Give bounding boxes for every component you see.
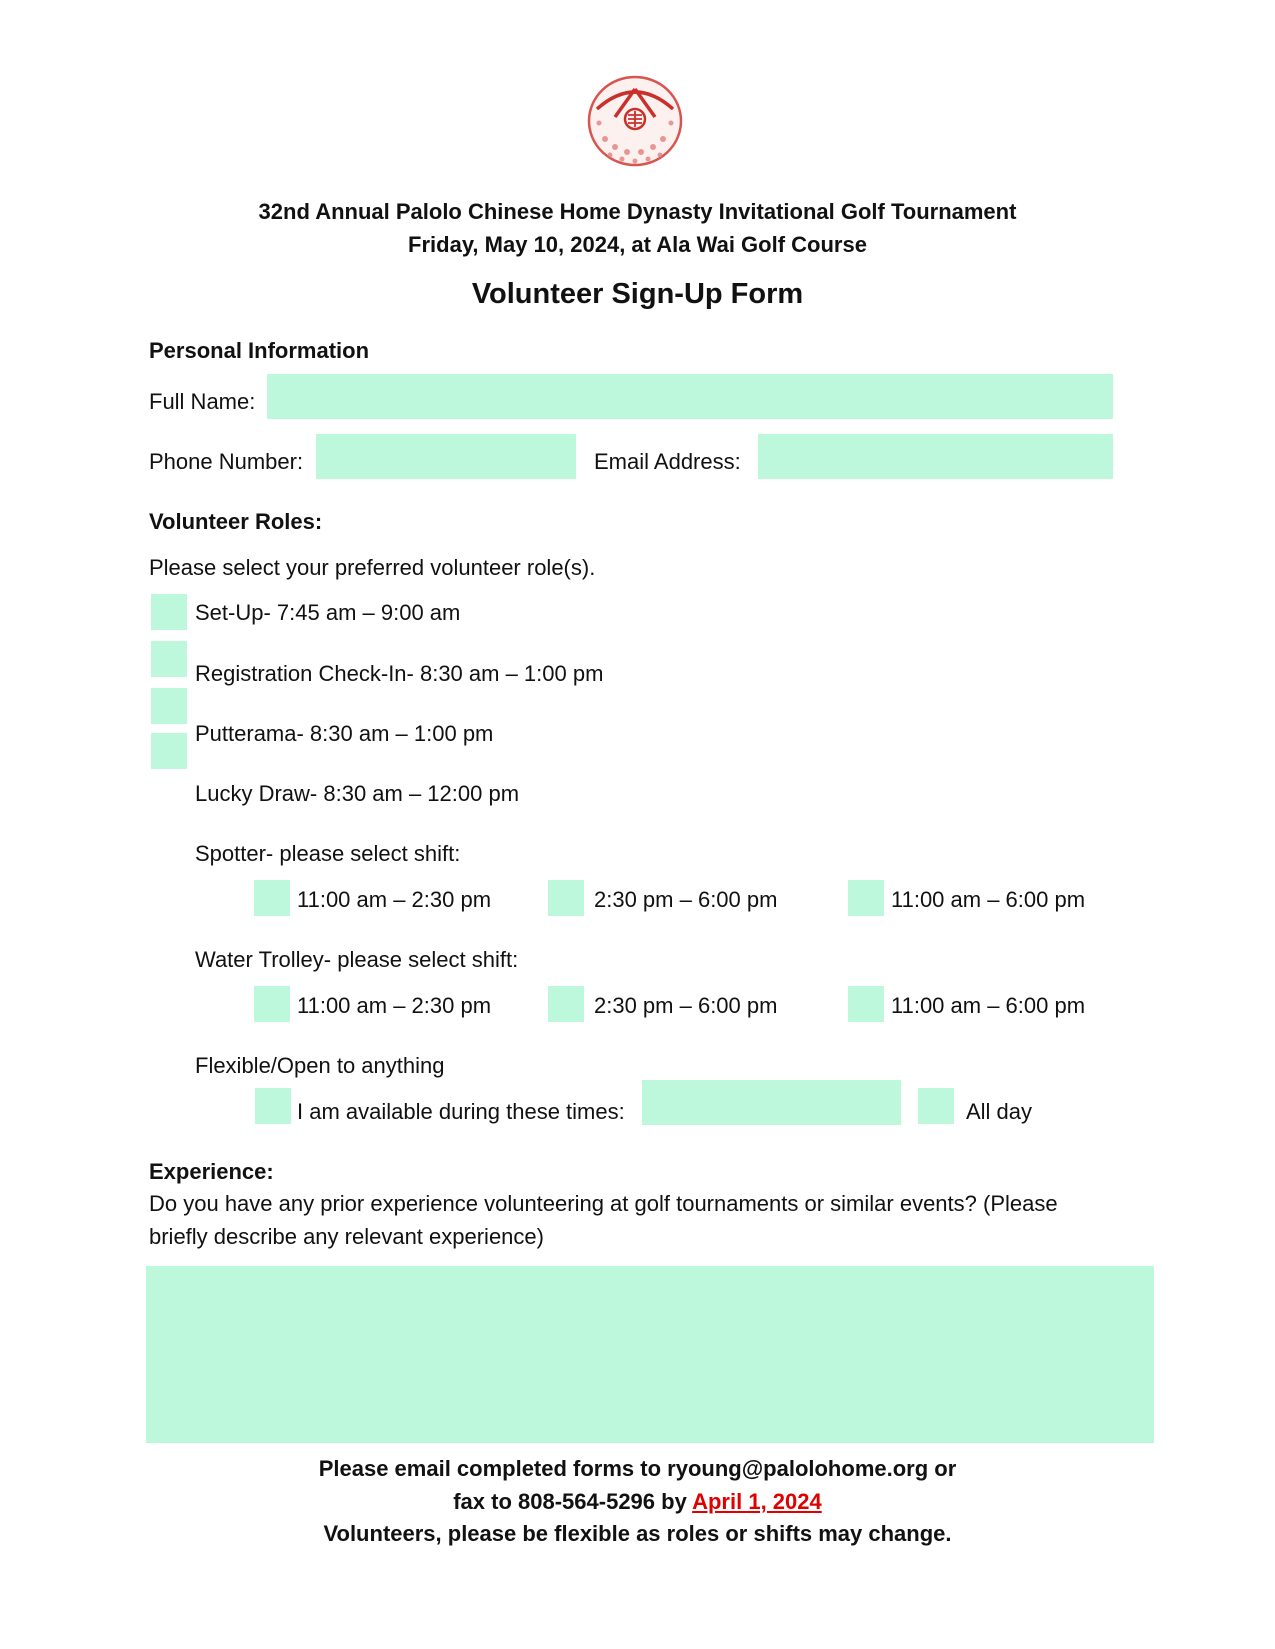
footer-flexible-note: Volunteers, please be flexible as roles or shifts may change. xyxy=(323,1521,952,1546)
spotter-shift-2-checkbox[interactable] xyxy=(548,880,584,916)
setup-checkbox[interactable] xyxy=(151,594,187,630)
experience-textarea[interactable] xyxy=(146,1266,1154,1443)
lucky-draw-label: Lucky Draw- 8:30 am – 12:00 pm xyxy=(195,781,520,806)
deadline-date: April 1, 2024 xyxy=(692,1489,822,1514)
golf-ball-logo-icon xyxy=(585,73,685,169)
phone-input[interactable] xyxy=(316,434,576,479)
trolley-shift-2-label: 2:30 pm – 6:00 pm xyxy=(594,993,778,1018)
putterama-checkbox[interactable] xyxy=(151,688,187,724)
available-times-label: I am available during these times: xyxy=(297,1099,625,1124)
trolley-shift-3-label: 11:00 am – 6:00 pm xyxy=(891,993,1086,1018)
full-name-label: Full Name: xyxy=(149,389,256,414)
form-title: Volunteer Sign-Up Form xyxy=(471,278,804,310)
registration-label: Registration Check-In- 8:30 am – 1:00 pm xyxy=(195,661,604,686)
all-day-checkbox[interactable] xyxy=(918,1088,954,1124)
registration-checkbox[interactable] xyxy=(151,641,187,677)
spotter-label: Spotter- please select shift: xyxy=(195,841,461,866)
footer-fax-text: fax to 808-564-5296 by xyxy=(453,1489,693,1514)
footer-submit-line: Please email completed forms to ryoung@palolohome.org or xyxy=(318,1456,957,1481)
spotter-shift-1-checkbox[interactable] xyxy=(254,880,290,916)
trolley-shift-2-checkbox[interactable] xyxy=(548,986,584,1022)
trolley-shift-1-checkbox[interactable] xyxy=(254,986,290,1022)
spotter-shift-1-label: 11:00 am – 2:30 pm xyxy=(297,887,492,912)
experience-question-line1: Do you have any prior experience volunteering at golf tournaments or similar events? (Please xyxy=(149,1191,1058,1216)
lucky-draw-checkbox[interactable] xyxy=(151,733,187,769)
trolley-label: Water Trolley- please select shift: xyxy=(195,947,519,972)
flexible-times-checkbox[interactable] xyxy=(255,1088,291,1124)
available-times-input[interactable] xyxy=(642,1080,901,1125)
tournament-date: Friday, May 10, 2024, at Ala Wai Golf Course xyxy=(408,232,867,257)
roles-instruction: Please select your preferred volunteer role(s). xyxy=(149,555,596,580)
trolley-shift-1-label: 11:00 am – 2:30 pm xyxy=(297,993,492,1018)
spotter-shift-3-checkbox[interactable] xyxy=(848,880,884,916)
experience-heading: Experience: xyxy=(149,1159,274,1184)
email-input[interactable] xyxy=(758,434,1113,479)
spotter-shift-2-label: 2:30 pm – 6:00 pm xyxy=(594,887,778,912)
phone-label: Phone Number: xyxy=(149,449,304,474)
experience-question-line2: briefly describe any relevant experience) xyxy=(149,1224,544,1249)
all-day-label: All day xyxy=(966,1099,1033,1124)
tournament-title: 32nd Annual Palolo Chinese Home Dynasty Invitational Golf Tournament xyxy=(258,199,1017,224)
roles-heading: Volunteer Roles: xyxy=(149,509,323,534)
flexible-label: Flexible/Open to anything xyxy=(195,1053,445,1078)
spotter-shift-3-label: 11:00 am – 6:00 pm xyxy=(891,887,1086,912)
setup-label: Set-Up- 7:45 am – 9:00 am xyxy=(195,600,461,625)
trolley-shift-3-checkbox[interactable] xyxy=(848,986,884,1022)
putterama-label: Putterama- 8:30 am – 1:00 pm xyxy=(195,721,494,746)
full-name-input[interactable] xyxy=(267,374,1113,419)
email-label: Email Address: xyxy=(594,449,741,474)
personal-info-heading: Personal Information xyxy=(149,338,370,363)
footer-fax-line xyxy=(0,1491,1275,1513)
